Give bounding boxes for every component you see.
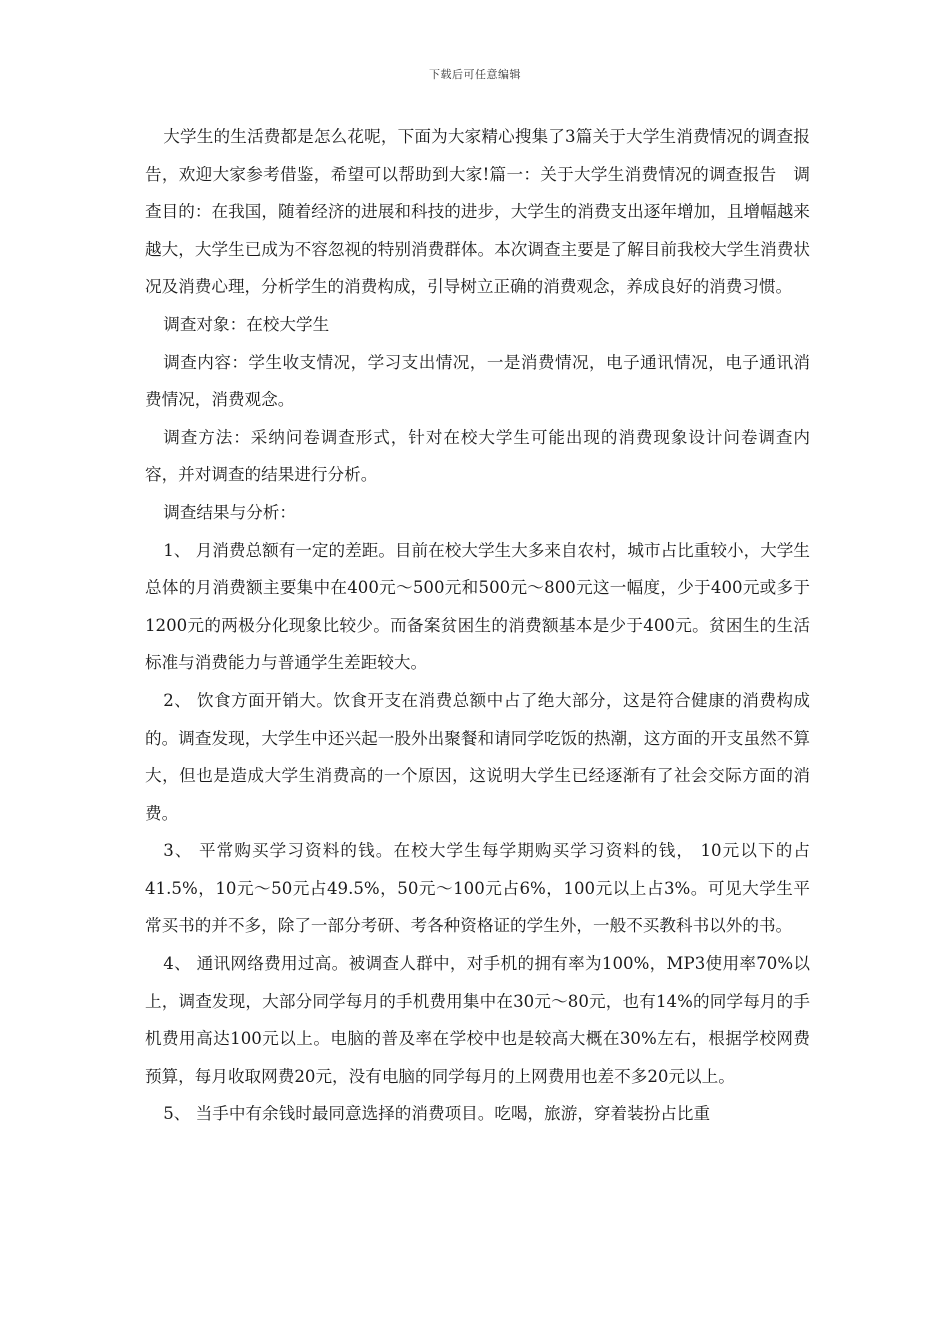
paragraph-result-4: 4、 通讯网络费用过高。被调查人群中，对手机的拥有率为100%，MP3使用率70%以上，调查发现，大部分同学每月的手机费用集中在30元～80元，也有14%的同学每月的手机费用高达100元以上。电脑的普及率在学校中也是较高大概在30%左右，根据学校网费预算，每月收取网费20元，没有电脑的同学每月的上网费用也差不多20元以上。	[145, 954, 810, 1086]
page-header: 下载后可任意编辑	[429, 68, 521, 81]
document-body	[145, 118, 810, 1133]
paragraph-result-2: 2、 饮食方面开销大。饮食开支在消费总额中占了绝大部分，这是符合健康的消费构成的。调查发现，大学生中还兴起一股外出聚餐和请同学吃饭的热潮，这方面的开支虽然不算大，但也是造成大学生消费高的一个原因，这说明大学生已经逐渐有了社会交际方面的消费。	[145, 690, 810, 823]
paragraph-survey-method: 调查方法：采纳问卷调查形式，针对在校大学生可能出现的消费现象设计问卷调查内容，并对调查的结果进行分析。	[145, 427, 810, 485]
paragraph-result-5: 5、 当手中有余钱时最同意选择的消费项目。吃喝，旅游，穿着装扮占比重	[163, 1104, 711, 1124]
paragraph-results-heading: 调查结果与分析：	[163, 502, 296, 522]
paragraph-result-1: 1、 月消费总额有一定的差距。目前在校大学生大多来自农村，城市占比重较小，大学生总体的月消费额主要集中在400元～500元和500元～800元这一幅度，少于400元或多于1200元的两极分化现象比较少。而备案贫困生的消费额基本是少于400元。贫困生的生活标准与消费能力与普通学生差距较大。	[145, 540, 810, 673]
paragraph-intro: 大学生的生活费都是怎么花呢，下面为大家精心搜集了3篇关于大学生消费情况的调查报告，欢迎大家参考借鉴，希望可以帮助到大家!篇一：关于大学生消费情况的调查报告 调查目的：在我国，随着经济的进展和科技的进步，大学生的消费支出逐年增加，且增幅越来越大，大学生已成为不容忽视的特别消费群体。本次调查主要是了解目前我校大学生消费状况及消费心理，分析学生的消费构成，引导树立正确的消费观念，养成良好的消费习惯。	[145, 127, 810, 297]
paragraph-survey-subject: 调查对象：在校大学生	[163, 314, 330, 334]
paragraph-survey-content: 调查内容：学生收支情况，学习支出情况，一是消费情况，电子通讯情况，电子通讯消费情况，消费观念。	[145, 352, 810, 410]
paragraph-result-3: 3、 平常购买学习资料的钱。在校大学生每学期购买学习资料的钱， 10元以下的占41.5%，10元～50元占49.5%，50元～100元占6%，100元以上占3%。可见大学生平常买书的并不多，除了一部分考研、考各种资格证的学生外，一般不买教科书以外的书。	[145, 841, 810, 936]
